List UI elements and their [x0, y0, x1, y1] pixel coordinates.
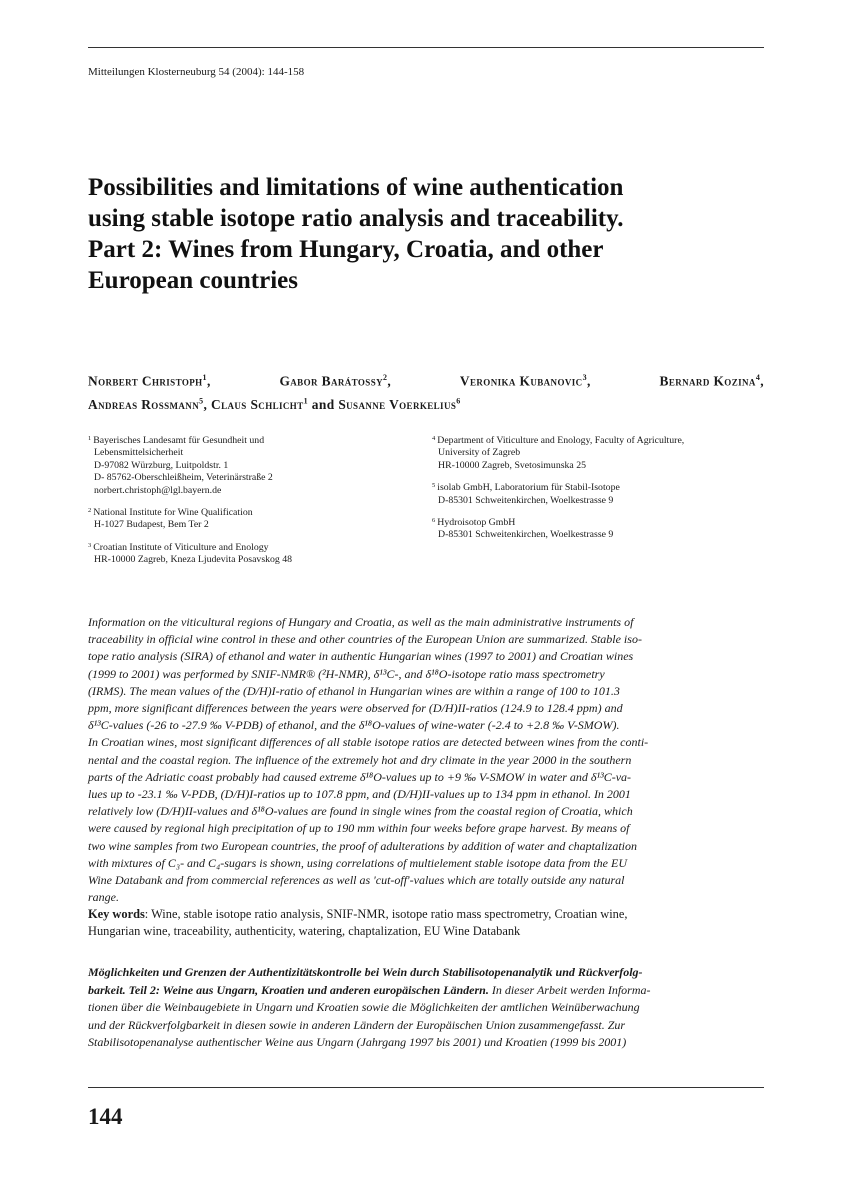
abstract-line: δ¹³C-values (-26 to -27.9 ‰ V-PDB) of ethanol, and the δ¹⁸O-values of wine-water (-2.4 to +2.8 ‰ V-SMOW).: [88, 718, 620, 733]
affiliation: $^1$ Bayerisches Landesamt für Gesundheit und Lebensmittelsicherheit D-97082 Würzburg, Luitpoldstr. 1 D- 85762-Oberschleißheim, Veterinärstraße 2 norbert.christoph@lgl.bayern.de: [88, 435, 273, 496]
author-line: [88, 368, 764, 391]
author: Claus Schlicht$^1$ and: [211, 396, 339, 412]
paper-title: [88, 172, 768, 296]
affiliation: $^4$ Department of Viticulture and Enology, Faculty of Agriculture, University of Zagreb HR-10000 Zagreb, Svetosimunska 25: [432, 435, 685, 471]
page-number: 144: [88, 1104, 123, 1129]
abstract-line: two wine samples from two European countries, the proof of adulterations by addition of water and chaptalization: [88, 838, 637, 853]
title-line: using stable isotope ratio analysis and traceability.: [88, 205, 624, 232]
affiliation: $^6$ Hydroisotop GmbH D-85301 Schweitenkirchen, Woelkestrasse 9: [432, 517, 614, 541]
abstract-line: parts of the Adriatic coast probably had caused extreme δ¹⁸O-values up to +9 ‰ V-SMOW in water and δ¹³C-va-: [88, 769, 632, 784]
affiliation: $^5$ isolab GmbH, Laboratorium für Stabil-Isotope D-85301 Schweitenkirchen, Woelkestrasse 9: [432, 482, 620, 506]
author: Susanne Voerkelius$^6$: [338, 396, 461, 412]
affiliations-left: [88, 433, 388, 575]
german-text-line: Stabilisotopenanalyse authentischer Weine aus Ungarn (Jahrgang 1997 bis 2001) und Kroatien (1999 bis 2001): [88, 1035, 627, 1050]
abstract-line: relatively low (D/H)II-values and δ¹⁸O-values are found in single wines from the coastal region of Croatia, which: [88, 804, 633, 819]
title-line: Possibilities and limitations of wine authentication: [88, 174, 624, 201]
affiliation: $^2$ National Institute for Wine Qualification H-1027 Budapest, Bem Ter 2: [88, 507, 253, 531]
keywords-line: : Wine, stable isotope ratio analysis, SNIF-NMR, isotope ratio mass spectrometry, Croatian wine,: [144, 907, 628, 921]
author: Andreas Rossmann$^5$,: [88, 396, 212, 412]
abstract-line: (IRMS). The mean values of the (D/H)I-ratio of ethanol in Hungarian wines are within a range of 100 to 101.3: [88, 683, 620, 698]
author: Veronika Kubanovic$^3$,: [459, 373, 591, 389]
author: Bernard Kozina$^4$,: [659, 373, 764, 389]
journal-citation: Mitteilungen Klosterneuburg 54 (2004): 144-158: [88, 66, 305, 78]
affiliation: $^3$ Croatian Institute of Viticulture and Enology HR-10000 Zagreb, Kneza Ljudevita Posavskog 48: [88, 541, 293, 566]
abstract-line: lues up to -23.1 ‰ V-PDB, (D/H)I-ratios up to 107.8 ppm, and (D/H)II-values up to 134 ppm in ethanol. In 2001: [88, 787, 631, 802]
abstract-line: Information on the viticultural regions of Hungary and Croatia, as well as the main administrative instruments of: [88, 615, 634, 629]
top-rule: [88, 47, 764, 48]
author: Norbert Christoph$^1$,: [88, 373, 211, 389]
german-text-line: und der Rückverfolgbarkeit in diesen sowie in anderen Ländern der Europäischen Union zusammengefasst. Zur: [88, 1017, 626, 1032]
abstract-line: nental and the coastal region. The influence of the extremely hot and dry climate in the year 2000 in the southern: [88, 752, 632, 767]
author-line: [88, 391, 768, 414]
abstract-line: (1999 to 2001) was performed by SNIF-NMR® (²H-NMR), δ¹³C-, and δ¹⁸O-isotope ratio mass spectrometry: [88, 666, 605, 681]
keywords: [88, 906, 764, 941]
affiliations-right: [432, 433, 764, 550]
title-line: European countries: [88, 267, 298, 294]
german-summary: [88, 964, 764, 1052]
keywords-label: Key words: [88, 907, 145, 921]
author: Gabor Barátossy$^2$,: [279, 373, 392, 389]
abstract-line: In Croatian wines, most significant differences of all stable isotope ratios are detected between wines from the conti-: [88, 735, 649, 750]
german-text-line: In dieser Arbeit werden Informa-: [488, 982, 651, 997]
german-title-line: Möglichkeiten und Grenzen der Authentizitätskontrolle bei Wein durch Stabilisotopenanalytik und Rückverfolg-: [88, 965, 643, 979]
german-title-line: barkeit. Teil 2: Weine aus Ungarn, Kroatien und anderen europäischen Ländern.: [88, 982, 489, 997]
abstract-line: with mixtures of C₃- and C₄-sugars is shown, using correlations of multielement stable isotope data from the EU: [88, 855, 627, 870]
abstract: [88, 614, 764, 906]
abstract-line: traceability in official wine control in these and other countries of the European Union are summarized. Stable iso-: [88, 632, 642, 647]
abstract-line: were caused by regional high precipitation of up to 190 mm within four weeks before grape harvest. By means of: [88, 821, 630, 836]
abstract-line: tope ratio analysis (SIRA) of ethanol and water in authentic Hungarian wines (1997 to 2001) and Croatian wines: [88, 649, 634, 664]
german-text-line: tionen über die Weinbaugebiete in Ungarn und Kroatien sowie die Möglichkeiten der amtlichen Weinüberwachung: [88, 1000, 640, 1015]
abstract-line: ppm, more significant differences between the years were observed for (D/H)II-ratios (124.9 to 128.4 ppm) and: [88, 701, 623, 716]
bottom-rule: [88, 1087, 764, 1088]
author-list: [88, 368, 768, 415]
abstract-line: Wine Databank and from commercial references as well as 'cut-off'-values which are totally outside any natural: [88, 873, 625, 888]
abstract-line: range.: [88, 890, 119, 905]
title-line: Part 2: Wines from Hungary, Croatia, and other: [88, 236, 604, 263]
keywords-line: Hungarian wine, traceability, authenticity, watering, chaptalization, EU Wine Databank: [88, 924, 521, 939]
